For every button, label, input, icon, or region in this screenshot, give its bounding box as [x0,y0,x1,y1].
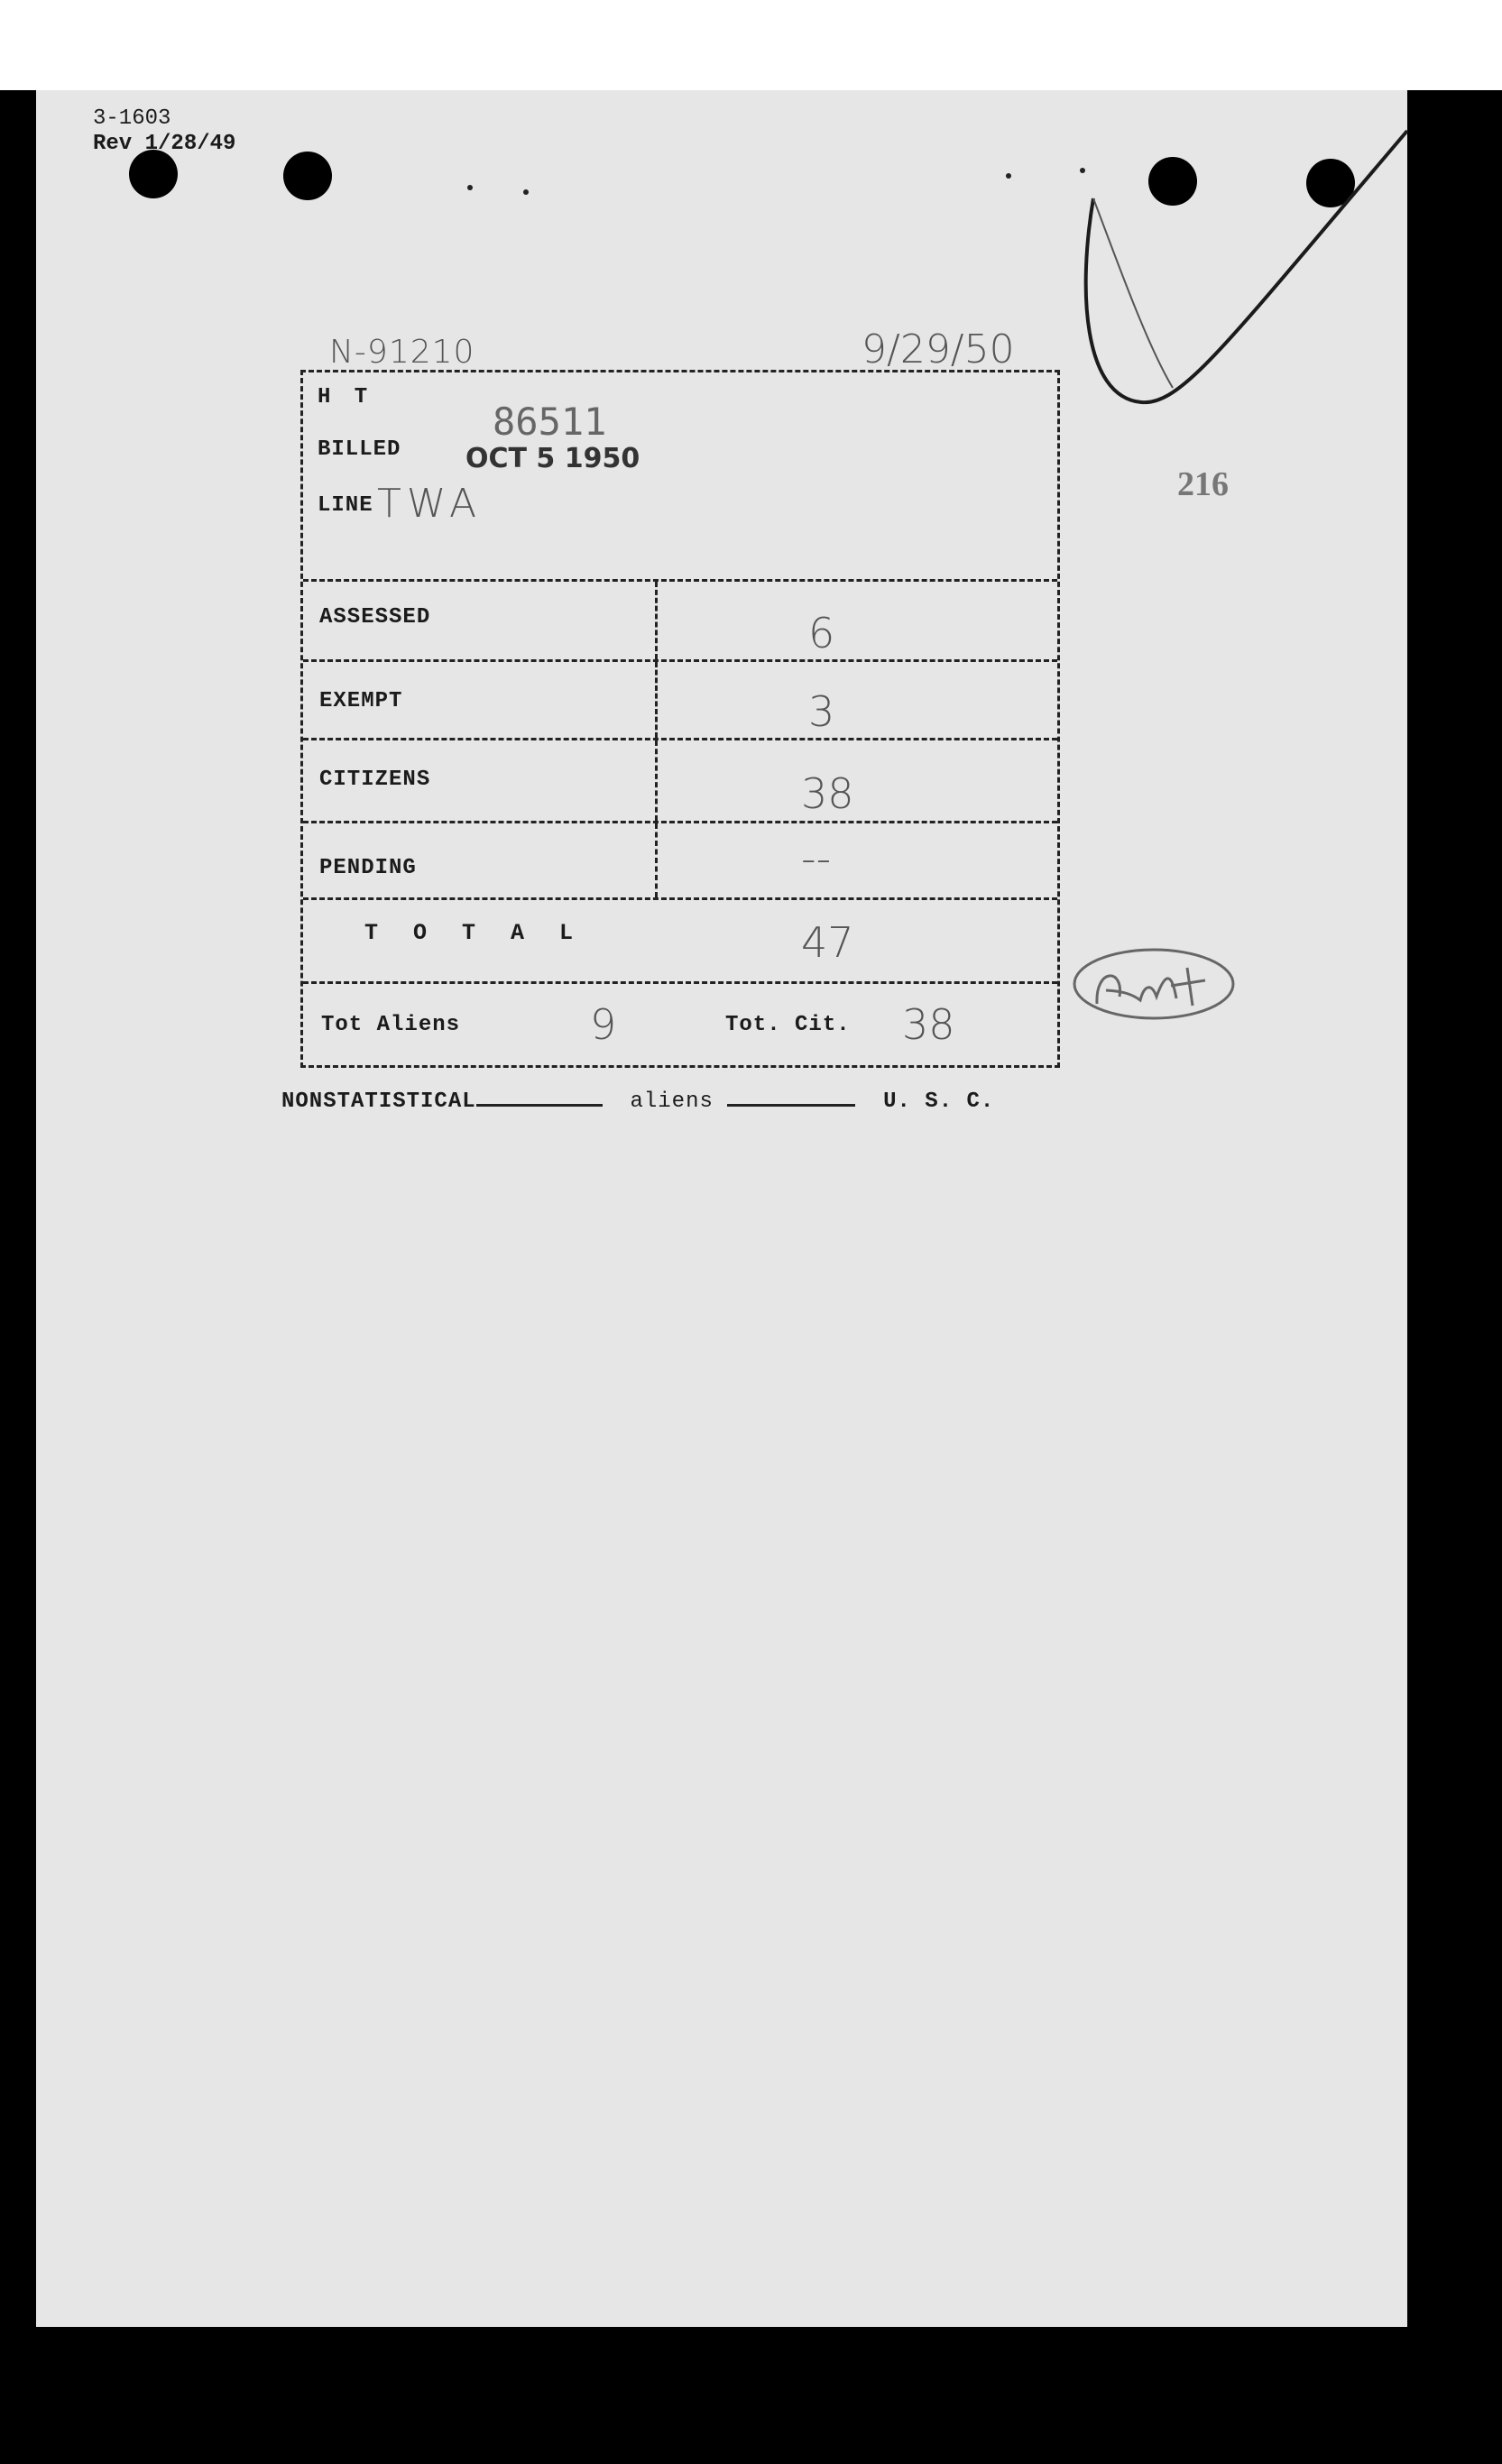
row-value: 3 [808,687,835,736]
nonstatistical-label: NONSTATISTICAL [281,1089,476,1114]
exempt-row [303,662,1057,740]
handwritten-date: 9/29/50 [862,326,1015,372]
tot-cit-label: Tot. Cit. [725,1013,851,1037]
billed-stamp-number: 86511 [493,400,607,444]
form-revision: Rev 1/28/49 [93,132,236,156]
tot-aliens-label: Tot Aliens [321,1013,461,1037]
initials-icon [1070,941,1241,1031]
page-number: 216 [1177,465,1229,503]
ht-label: H T [318,385,373,409]
row-label: EXEMPT [319,689,403,713]
aliens-label: aliens [630,1089,714,1114]
totals-footer [303,984,1057,1065]
case-number: N-91210 [329,334,475,371]
scan-speck [1006,173,1011,179]
scan-speck [467,185,473,190]
line-value: TWA [377,481,483,527]
billed-stamp-date: OCT 5 1950 [465,443,640,474]
total-value: 47 [801,918,854,967]
tot-aliens-value: 9 [590,1000,617,1049]
billed-label: BILLED [318,437,401,462]
total-row [303,900,1057,984]
checkmark-icon [1074,126,1416,415]
row-label: PENDING [319,856,417,880]
usc-label: U. S. C. [883,1089,995,1114]
row-value: -- [801,834,832,883]
assessed-row [303,582,1057,662]
punch-hole [129,150,178,198]
form-header-section [303,372,1057,582]
line-label: LINE [318,493,373,518]
row-value: 6 [808,609,835,657]
tot-cit-value: 38 [902,1000,955,1049]
citizens-row [303,740,1057,823]
nonstatistical-blank [476,1091,603,1107]
pending-row [303,823,1057,900]
total-label: T O T A L [364,920,585,946]
nonstatistical-line [281,1089,994,1114]
scan-speck [523,189,529,195]
row-label: CITIZENS [319,768,431,792]
form-code [93,106,235,157]
statistics-form [300,370,1060,1068]
row-value: 38 [801,769,854,818]
row-label: ASSESSED [319,605,431,630]
aliens-blank [727,1091,855,1107]
form-number: 3-1603 [93,106,171,131]
punch-hole [283,152,332,200]
scan-top-margin [0,0,1502,90]
